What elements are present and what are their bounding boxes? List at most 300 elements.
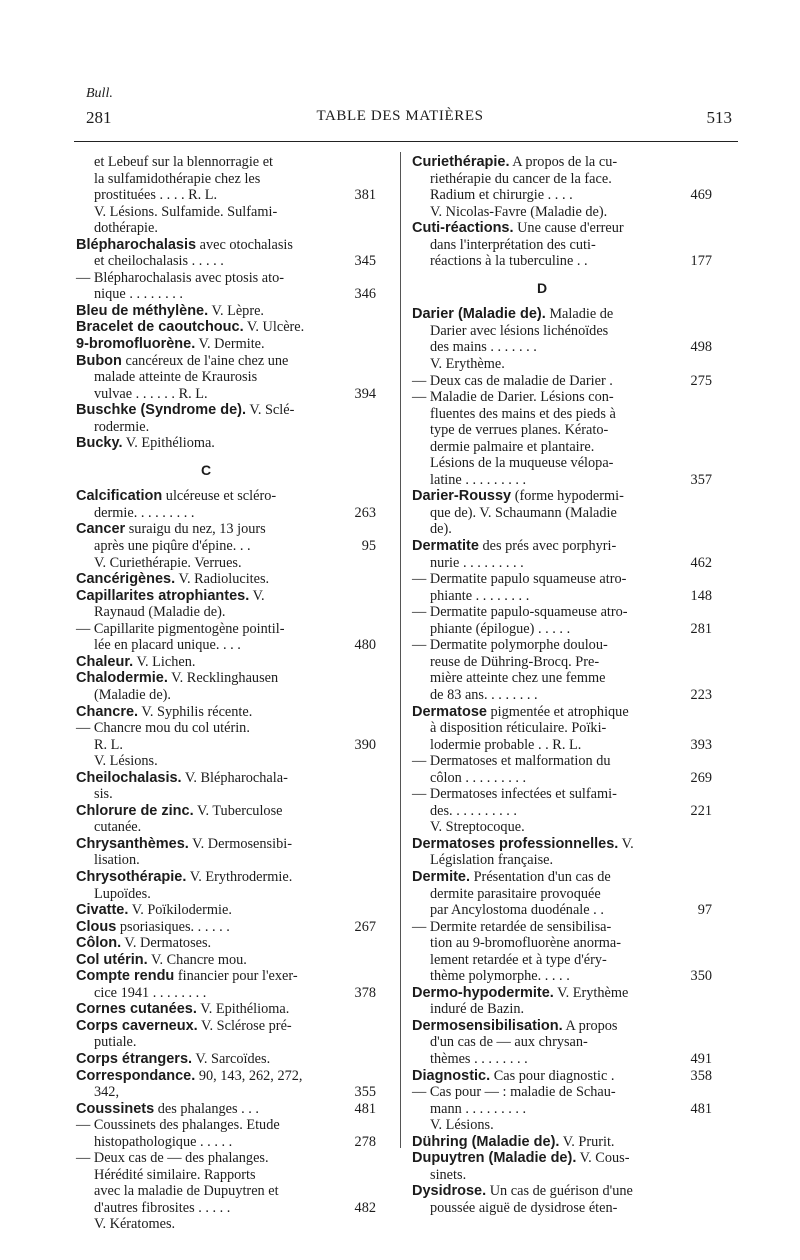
index-line <box>76 985 376 1002</box>
page-reference: 482 <box>354 1199 376 1216</box>
entry-text: V. Kératomes. <box>94 1216 176 1233</box>
page-reference: 345 <box>354 253 376 270</box>
entry-text: A propos <box>562 1017 618 1034</box>
page-reference: 278 <box>354 1133 376 1150</box>
entry-text: Lupoïdes. <box>94 885 151 902</box>
index-entry <box>412 538 712 555</box>
entry-text: V. Erythrodermie. <box>186 868 293 885</box>
journal-abbreviation: Bull. <box>86 86 113 101</box>
entry-heading: Capillarites atrophiantes. <box>76 587 250 604</box>
entry-text: mann . . . . . . . . . <box>430 1100 527 1117</box>
entry-text: phiante (épilogue) . . . . . <box>430 620 571 637</box>
page-reference: 357 <box>690 471 712 488</box>
entry-text: des prés avec porphyri- <box>478 538 617 555</box>
index-line <box>76 753 376 770</box>
page-reference: 381 <box>354 187 376 204</box>
entry-heading: Dermatite <box>412 538 479 555</box>
spacer <box>76 478 376 488</box>
entry-text: — Coussinets des phalanges. Etude <box>76 1117 280 1134</box>
entry-heading: Bleu de méthylène. <box>76 302 209 319</box>
entry-text: histopathologique . . . . . <box>94 1133 233 1150</box>
index-line <box>412 737 712 754</box>
entry-text: V. Poïkilodermie. <box>128 902 232 919</box>
index-line <box>76 204 376 221</box>
index-line <box>412 803 712 820</box>
entry-text: V. Erythème <box>553 984 629 1001</box>
index-line <box>76 369 376 386</box>
page-reference: 481 <box>354 1100 376 1117</box>
page-reference: 491 <box>690 1050 712 1067</box>
page-reference: 480 <box>354 637 376 654</box>
entry-heading: Chrysanthèmes. <box>76 835 189 852</box>
entry-text: V. Lésions. <box>94 753 158 770</box>
entry-text: ulcéreuse et scléro- <box>162 488 277 505</box>
entry-heading: Buschke (Syndrome de). <box>76 402 247 419</box>
entry-heading: Cuti-réactions. <box>412 220 514 237</box>
entry-text: — Dermatite papulo squameuse atro- <box>412 571 627 588</box>
index-line <box>412 1167 712 1184</box>
index-line <box>76 604 376 621</box>
index-entry <box>76 952 376 969</box>
entry-heading: Civatte. <box>76 902 129 919</box>
index-line <box>412 720 712 737</box>
entry-text: V. Tuberculose <box>193 802 283 819</box>
section-letter: D <box>536 279 548 296</box>
index-line <box>412 670 712 687</box>
entry-heading: Chaleur. <box>76 653 134 670</box>
index-entry <box>412 1018 712 1035</box>
index-line <box>412 770 712 787</box>
index-line <box>412 819 712 836</box>
entry-text: dermie. . . . . . . . . <box>94 504 195 521</box>
page-reference: 498 <box>690 339 712 356</box>
entry-heading: Cancer <box>76 521 126 538</box>
entry-text: que de). V. Schaumann (Maladie <box>430 504 617 521</box>
index-entry <box>76 303 376 320</box>
entry-text: — Blépharochalasis avec ptosis ato- <box>76 269 285 286</box>
index-entry <box>76 654 376 671</box>
page-reference: 481 <box>690 1100 712 1117</box>
index-line <box>412 852 712 869</box>
entry-text: dermie palmaire et plantaire. <box>430 438 595 455</box>
section-letter: C <box>200 461 212 478</box>
entry-text: de). <box>430 521 452 538</box>
index-entry <box>76 336 376 353</box>
index-line <box>76 737 376 754</box>
entry-text: lée en placard unique. . . . <box>94 637 241 654</box>
index-line <box>412 472 712 489</box>
page-reference: 97 <box>697 902 712 919</box>
entry-text: mière atteinte chez une femme <box>430 670 606 687</box>
entry-text: V. Dermatoses. <box>121 935 212 952</box>
entry-text: 90, 143, 262, 272, <box>195 1067 303 1084</box>
entry-heading: Chalodermie. <box>76 670 168 687</box>
entry-text: thème polymorphe. . . . . <box>430 968 570 985</box>
entry-text: de 83 ans. . . . . . . . <box>430 686 538 703</box>
entry-text: d'autres fibrosites . . . . . <box>94 1199 231 1216</box>
entry-text: Hérédité similaire. Rapports <box>94 1166 256 1183</box>
index-line <box>76 270 376 287</box>
index-line <box>412 521 712 538</box>
page-title: TABLE DES MATIÈRES <box>316 108 484 124</box>
entry-text: induré de Bazin. <box>430 1001 525 1018</box>
entry-text: V. Dermosensibi- <box>188 835 292 852</box>
page-reference: 95 <box>361 538 376 555</box>
entry-heading: Col utérin. <box>76 951 148 968</box>
index-entry <box>76 1068 376 1085</box>
index-line <box>412 786 712 803</box>
index-entry <box>412 836 712 853</box>
page-reference: 346 <box>354 286 376 303</box>
entry-text: V. Curiethérapie. Verrues. <box>94 554 242 571</box>
entry-heading: Compte rendu <box>76 968 175 985</box>
index-line <box>412 373 712 390</box>
index-entry <box>412 306 712 323</box>
index-line <box>76 637 376 654</box>
entry-text: V. Lésions. Sulfamide. Sulfami- <box>94 203 278 220</box>
entry-text: dans l'interprétation des cuti- <box>430 236 596 253</box>
entry-heading: Calcification <box>76 488 163 505</box>
entry-text: la sulfamidothérapie chez les <box>94 170 261 187</box>
entry-text: rodermie. <box>94 418 150 435</box>
entry-text: cancéreux de l'aine chez une <box>121 352 289 369</box>
index-line <box>76 505 376 522</box>
page-reference: 223 <box>690 686 712 703</box>
index-line <box>76 886 376 903</box>
index-line <box>412 389 712 406</box>
entry-heading: Darier-Roussy <box>412 488 512 505</box>
entry-text: V. Lichen. <box>133 653 196 670</box>
index-entry <box>76 435 376 452</box>
page-reference: 462 <box>690 554 712 571</box>
entry-text: avec otochalasis <box>196 236 293 253</box>
page-reference: 358 <box>690 1067 712 1084</box>
entry-text: Un cas de guérison d'une <box>486 1183 633 1200</box>
page-reference: 263 <box>354 504 376 521</box>
index-entry <box>412 1134 712 1151</box>
entry-text: V. Sclé- <box>246 402 295 419</box>
entry-text: V. Ulcère. <box>243 319 305 336</box>
entry-text: Présentation d'un cas de <box>470 868 611 885</box>
entry-text: cice 1941 . . . . . . . . <box>94 984 207 1001</box>
page-reference: 350 <box>690 968 712 985</box>
entry-text: Maladie de <box>545 306 614 323</box>
index-line <box>76 687 376 704</box>
entry-text: côlon . . . . . . . . . <box>430 769 527 786</box>
index-entry <box>412 985 712 1002</box>
entry-text: — Deux cas de maladie de Darier . <box>412 372 613 389</box>
index-entry <box>76 902 376 919</box>
page-reference: 269 <box>690 769 712 786</box>
entry-text: et Lebeuf sur la blennorragie et <box>94 154 274 170</box>
index-entry <box>76 919 376 936</box>
entry-text: Lésions de la muqueuse vélopa- <box>430 455 614 472</box>
page-number: 513 <box>706 108 732 127</box>
left-margin-number: 281 <box>86 108 112 127</box>
entry-text: Radium et chirurgie . . . . <box>430 187 573 204</box>
index-line <box>412 505 712 522</box>
index-line <box>76 1134 376 1151</box>
page-reference: 469 <box>690 187 712 204</box>
index-column-left <box>76 154 376 1233</box>
index-line <box>76 819 376 836</box>
entry-text: dothérapie. <box>94 220 158 237</box>
index-entry <box>76 1051 376 1068</box>
entry-text: Une cause d'erreur <box>513 220 624 237</box>
index-line <box>412 1051 712 1068</box>
entry-text: 342, <box>94 1084 120 1101</box>
page-reference: 394 <box>354 385 376 402</box>
index-entry <box>76 588 376 605</box>
index-line <box>76 1034 376 1051</box>
entry-text: d'un cas de — aux chrysan- <box>430 1034 588 1051</box>
entry-text: — Dermatite polymorphe doulou- <box>412 637 608 654</box>
entry-text: V. Chancre mou. <box>147 951 247 968</box>
index-line <box>76 171 376 188</box>
entry-text: — Deux cas de — des phalanges. <box>76 1150 269 1167</box>
entry-heading: Curiethérapie. <box>412 154 510 170</box>
entry-heading: Bracelet de caoutchouc. <box>76 319 244 336</box>
index-line <box>412 919 712 936</box>
entry-text: lisation. <box>94 852 140 869</box>
entry-heading: Bucky. <box>76 435 123 452</box>
index-line <box>412 604 712 621</box>
entry-text: à disposition réticulaire. Poïki- <box>430 720 607 737</box>
entry-text: V. Syphilis récente. <box>138 703 253 720</box>
index-entry <box>76 319 376 336</box>
index-line <box>412 439 712 456</box>
entry-text: financier pour l'exer- <box>174 968 298 985</box>
index-line <box>412 339 712 356</box>
index-line <box>412 621 712 638</box>
entry-text: phiante . . . . . . . . <box>430 587 530 604</box>
entry-heading: Chancre. <box>76 703 139 720</box>
index-line <box>412 1117 712 1134</box>
entry-text: A propos de la cu- <box>509 154 618 170</box>
entry-text: lodermie probable . . R. L. <box>430 736 582 753</box>
index-line <box>412 204 712 221</box>
entry-text: sis. <box>94 786 113 803</box>
entry-text: V. Dermite. <box>195 336 265 353</box>
entry-text: réactions à la tuberculine . . <box>430 253 588 270</box>
entry-text: avec la maladie de Dupuytren et <box>94 1183 279 1200</box>
index-line <box>76 386 376 403</box>
entry-heading: 9-bromofluorène. <box>76 336 196 353</box>
entry-text: Darier avec lésions lichénoïdes <box>430 322 609 339</box>
index-entry <box>76 770 376 787</box>
index-line <box>412 687 712 704</box>
entry-text: dermite parasitaire provoquée <box>430 885 601 902</box>
index-line <box>412 654 712 671</box>
index-line <box>412 455 712 472</box>
index-line <box>412 422 712 439</box>
entry-text: V. Streptocoque. <box>430 819 525 836</box>
index-entry <box>76 1001 376 1018</box>
index-line <box>76 187 376 204</box>
entry-heading: Dermatose <box>412 703 487 720</box>
entry-heading: Chlorure de zinc. <box>76 802 194 819</box>
entry-heading: Dupuytren (Maladie de). <box>412 1150 577 1167</box>
index-line <box>412 902 712 919</box>
entry-text: V. Sclérose pré- <box>197 1017 292 1034</box>
index-entry <box>76 488 376 505</box>
entry-text: cutanée. <box>94 819 142 836</box>
entry-text: — Chancre mou du col utérin. <box>76 720 250 737</box>
index-line <box>76 286 376 303</box>
index-line <box>76 555 376 572</box>
entry-heading: Chrysothérapie. <box>76 868 187 885</box>
entry-text: pigmentée et atrophique <box>486 703 629 720</box>
index-line <box>76 621 376 638</box>
entry-text: des phalanges . . . <box>154 1100 259 1117</box>
entry-text: V. Epithélioma. <box>122 435 215 452</box>
entry-text: riethérapie du cancer de la face. <box>430 170 612 187</box>
index-line <box>412 968 712 985</box>
entry-text: V. Lésions. <box>430 1117 494 1134</box>
index-line <box>76 720 376 737</box>
index-line <box>412 935 712 952</box>
spacer <box>412 270 712 280</box>
entry-text: prostituées . . . . R. L. <box>94 187 218 204</box>
column-divider <box>400 152 401 1148</box>
entry-text: fluentes des mains et des pieds à <box>430 405 616 422</box>
entry-heading: Dermo-hypodermite. <box>412 984 554 1001</box>
index-line <box>412 406 712 423</box>
index-line <box>412 555 712 572</box>
entry-heading: Corps étrangers. <box>76 1050 193 1067</box>
index-line <box>76 538 376 555</box>
entry-heading: Darier (Maladie de). <box>412 306 546 323</box>
index-line <box>412 637 712 654</box>
index-line <box>76 419 376 436</box>
index-line <box>412 1001 712 1018</box>
index-entry <box>412 704 712 721</box>
entry-text: V. <box>618 835 634 852</box>
entry-heading: Diagnostic. <box>412 1067 491 1084</box>
entry-text: — Capillarite pigmentogène pointil- <box>76 620 285 637</box>
entry-heading: Côlon. <box>76 935 122 952</box>
index-line <box>412 1084 712 1101</box>
index-line <box>412 588 712 605</box>
entry-text: sinets. <box>430 1166 467 1183</box>
index-entry <box>412 869 712 886</box>
entry-text: (forme hypodermi- <box>511 488 624 505</box>
index-line <box>412 1101 712 1118</box>
entry-text: Cas pour diagnostic . <box>490 1067 615 1084</box>
entry-text: nique . . . . . . . . <box>94 286 183 303</box>
entry-heading: Dühring (Maladie de). <box>412 1133 560 1150</box>
entry-heading: Corps caverneux. <box>76 1017 198 1034</box>
entry-text: lement retardée et à type d'éry- <box>430 951 607 968</box>
page-reference: 177 <box>690 253 712 270</box>
entry-text: Législation française. <box>430 852 554 869</box>
entry-text: thèmes . . . . . . . . <box>430 1050 528 1067</box>
entry-text: V. Lèpre. <box>208 302 265 319</box>
index-line <box>412 323 712 340</box>
index-line <box>412 1034 712 1051</box>
index-entry <box>412 1150 712 1167</box>
index-line <box>76 1150 376 1167</box>
entry-text: suraigu du nez, 13 jours <box>125 521 266 538</box>
entry-heading: Blépharochalasis <box>76 236 197 253</box>
entry-text: des. . . . . . . . . . <box>430 802 517 819</box>
entry-heading: Dermite. <box>412 868 471 885</box>
page-reference: 148 <box>690 587 712 604</box>
index-entry <box>412 220 712 237</box>
index-line <box>76 220 376 237</box>
entry-text: V. Radiolucites. <box>175 571 270 588</box>
index-line <box>412 187 712 204</box>
page-reference: 355 <box>354 1084 376 1101</box>
page-reference: 267 <box>354 918 376 935</box>
entry-heading: Bubon <box>76 352 122 369</box>
page-reference: 221 <box>690 802 712 819</box>
index-line <box>76 1200 376 1217</box>
index-line <box>76 1084 376 1101</box>
entry-text: V. Cous- <box>576 1150 630 1167</box>
entry-heading: Dermosensibilisation. <box>412 1017 563 1034</box>
index-entry <box>76 237 376 254</box>
index-line <box>76 1117 376 1134</box>
index-line <box>412 886 712 903</box>
index-entry <box>76 571 376 588</box>
entry-text: — Dermatoses infectées et sulfami- <box>412 786 617 803</box>
entry-text: et cheilochalasis . . . . . <box>94 253 224 270</box>
entry-text: type de verrues planes. Kérato- <box>430 422 609 439</box>
entry-text: (Maladie de). <box>94 686 172 703</box>
header-rule <box>74 141 738 142</box>
entry-text: V. Erythème. <box>430 356 505 373</box>
index-line <box>412 171 712 188</box>
entry-text: V. Blépharochala- <box>181 769 288 786</box>
index-line <box>76 253 376 270</box>
entry-text: des mains . . . . . . . <box>430 339 537 356</box>
entry-text: après une piqûre d'épine. . . <box>94 538 251 555</box>
index-entry <box>76 1101 376 1118</box>
index-line <box>412 356 712 373</box>
entry-text: V. Nicolas-Favre (Maladie de). <box>430 203 608 220</box>
index-line <box>412 253 712 270</box>
entry-heading: Cancérigènes. <box>76 571 176 588</box>
entry-text: — Maladie de Darier. Lésions con- <box>412 389 614 406</box>
entry-heading: Dysidrose. <box>412 1183 487 1200</box>
entry-heading: Dermatoses professionnelles. <box>412 835 619 852</box>
entry-text: V. Prurit. <box>559 1133 615 1150</box>
index-entry <box>76 836 376 853</box>
entry-text: — Dermatoses et malformation du <box>412 753 611 770</box>
index-line <box>412 571 712 588</box>
spacer <box>412 296 712 306</box>
index-entry <box>76 353 376 370</box>
index-entry <box>76 1018 376 1035</box>
index-line <box>76 1216 376 1233</box>
index-entry <box>412 1068 712 1085</box>
index-column-right <box>412 154 712 1216</box>
page-reference: 275 <box>690 372 712 389</box>
index-line <box>412 237 712 254</box>
entry-text: par Ancylostoma duodénale . . <box>430 902 604 919</box>
index-entry <box>412 488 712 505</box>
page-reference: 390 <box>354 736 376 753</box>
entry-text: putiale. <box>94 1034 137 1051</box>
index-entry <box>76 869 376 886</box>
index-entry <box>76 704 376 721</box>
index-entry <box>76 402 376 419</box>
entry-text: vulvae . . . . . . R. L. <box>94 385 208 402</box>
index-line <box>412 952 712 969</box>
page-reference: 281 <box>690 620 712 637</box>
index-entry <box>76 670 376 687</box>
